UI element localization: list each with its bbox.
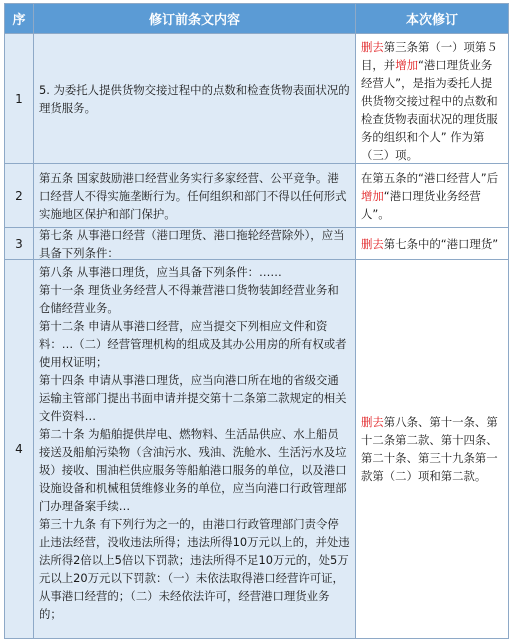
row-2-original-text: 第五条 国家鼓励港口经营业务实行多家经营、公平竞争。港口经营人不得实施垄断行为。任何组织和部门不得以任何形式实施地区保护和部门保护。 [39, 170, 347, 221]
revision-table [4, 3, 509, 639]
header-num: 序 [5, 4, 34, 34]
row-1-revision-text: 删去第三条第（一）项第５目，并增加“港口理货业务经营人”，是指为委托人提供货物交接过程中的点数和检查货物表面状况的理货服务的组织和个人” 作为第（三）项。 [361, 40, 498, 162]
row-4-num: 4 [5, 260, 34, 638]
row-3-revision-text: 删去第七条中的“港口理货” [361, 236, 499, 251]
row-4-article-11: 第十一条 理货业务经营人不得兼营港口货物装卸经营业务和仓储经营业务。 [39, 283, 339, 315]
header-original: 修订前条文内容 [34, 4, 356, 34]
row-4-revision [356, 260, 508, 638]
delete-marker: 删去 [361, 40, 384, 54]
row-4-article-14: 第十四条 申请从事港口理货，应当向港口所在地的省级交通运输主管部门提出书面申请并提交第十二条第二款规定的相关文件资料… [39, 373, 347, 423]
header-revision: 本次修订 [356, 4, 508, 34]
row-2-original [34, 164, 356, 228]
row-1-num: 1 [5, 34, 34, 164]
add-marker: 增加 [361, 188, 384, 203]
row-3-original-text: 第七条 从事港口经营（港口理货、港口拖轮经营除外），应当具备下列条件： [39, 228, 345, 260]
row-2-revision [356, 164, 508, 228]
row-1-revision [356, 34, 508, 164]
row-4-article-8: 第八条 从事港口理货，应当具备下列条件：…… [39, 265, 282, 279]
delete-marker: 删去 [361, 415, 384, 429]
row-1-original [34, 34, 356, 164]
row-4-article-12: 第十二条 申请从事港口经营，应当提交下列相应文件和资料：…（二）经营管理机构的组成及其办公用房的所有权或者使用权证明； [39, 319, 347, 369]
row-4-revision-text: 删去第八条、第十一条、第十二条第二款、第十四条、第二十条、第三十九条第一款第（二）项和第二款。 [361, 415, 498, 483]
row-4-article-20: 第二十条 为船舶提供岸电、燃物料、生活品供应、水上船员接送及船舶污染物（含油污水、残油、洗舱水、生活污水及垃圾）接收、围油栏供应服务等船舶港口服务的单位，以及港口设施设备和机械租赁维修业务的单位，应当向港口行政管理部门办理备案手续… [39, 427, 347, 513]
delete-marker: 删去 [361, 236, 384, 251]
row-3-num: 3 [5, 228, 34, 260]
add-marker: 增加 [395, 58, 418, 72]
row-3-revision [356, 228, 508, 260]
row-2-revision-text: 在第五条的“港口经营人”后增加“港口理货业务经营人”。 [361, 170, 499, 221]
row-2-num: 2 [5, 164, 34, 228]
row-1-original-text: 5. 为委托人提供货物交接过程中的点数和检查货物表面状况的理货服务。 [39, 82, 350, 115]
row-4-article-39: 第三十九条 有下列行为之一的，由港口行政管理部门责令停止违法经营，没收违法所得；违法所得10万元以上的，并处违法所得2倍以上5倍以下罚款；违法所得不足10万元的，处5万元以上20万元以下罚款：（一）未依法取得港口经营许可证，从事港口经营的；（二）未经依法许可，经营港口理货业务的； [39, 517, 350, 621]
row-4-original [34, 260, 356, 638]
row-3-original [34, 228, 356, 260]
